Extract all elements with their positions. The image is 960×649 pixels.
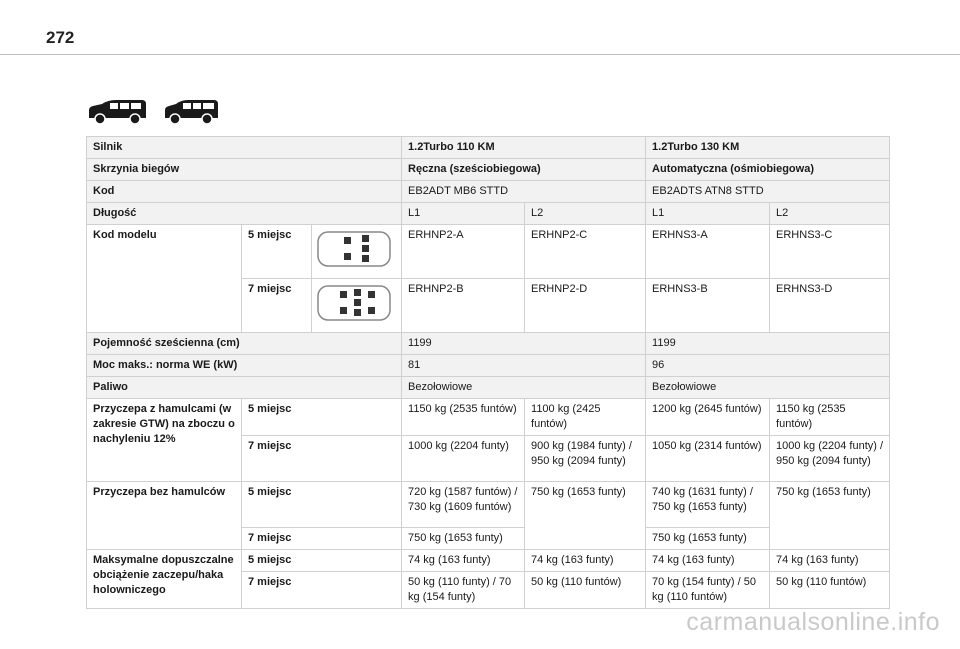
power-value-2: 96 (646, 355, 890, 377)
hitch-value: 50 kg (110 funtów) (770, 572, 890, 609)
seat-layout-5-cell (312, 225, 402, 279)
power-value-1: 81 (402, 355, 646, 377)
capacity-label: Pojemność sześcienna (cm) (87, 333, 402, 355)
model-code: ERHNS3-B (646, 279, 770, 333)
engine-label: Silnik (87, 137, 402, 159)
seat-layout-7-cell (312, 279, 402, 333)
braked-value: 1150 kg (2535 funtów) (770, 399, 890, 436)
model-code: ERHNP2-C (525, 225, 646, 279)
seats-7-label: 7 miejsc (242, 436, 402, 482)
braked-value: 1200 kg (2645 funtów) (646, 399, 770, 436)
engine-row (87, 137, 890, 159)
page-number: 272 (46, 28, 75, 47)
seats-5-label: 5 miejsc (242, 550, 402, 572)
seats-7-label: 7 miejsc (242, 528, 402, 550)
capacity-value-2: 1199 (646, 333, 890, 355)
watermark: carmanualsonline.info (686, 608, 940, 636)
specifications-table (86, 136, 890, 609)
length-value: L2 (525, 203, 646, 225)
code-value-1: EB2ADT MB6 STTD (402, 181, 646, 203)
seats-7-label: 7 miejsc (242, 279, 312, 333)
model-code: ERHNP2-D (525, 279, 646, 333)
unbraked-value: 750 kg (1653 funty) (646, 528, 770, 550)
unbraked-value: 720 kg (1587 funtów) / 730 kg (1609 funtów) (402, 482, 525, 528)
hitch-value: 70 kg (154 funty) / 50 kg (110 funtów) (646, 572, 770, 609)
gearbox-label: Skrzynia biegów (87, 159, 402, 181)
braked-value: 900 kg (1984 funty) / 950 kg (2094 funty) (525, 436, 646, 482)
hitch-value: 74 kg (163 funty) (646, 550, 770, 572)
braked-trailer-label: Przyczepa z hamulcami (w zakresie GTW) na zboczu o nachyleniu 12% (87, 399, 242, 482)
capacity-row (87, 333, 890, 355)
model-code-label: Kod modelu (87, 225, 242, 333)
braked-value: 1000 kg (2204 funty) (402, 436, 525, 482)
power-row (87, 355, 890, 377)
code-row (87, 181, 890, 203)
seats-5-label: 5 miejsc (242, 225, 312, 279)
seats-7-label: 7 miejsc (242, 572, 402, 609)
fuel-value-1: Bezołowiowe (402, 377, 646, 399)
seats-5-label: 5 miejsc (242, 399, 402, 436)
braked-value: 1000 kg (2204 funty) / 950 kg (2094 funty) (770, 436, 890, 482)
gearbox-value-2: Automatyczna (ośmiobiegowa) (646, 159, 890, 181)
fuel-value-2: Bezołowiowe (646, 377, 890, 399)
hitch-value: 50 kg (110 funtów) (525, 572, 646, 609)
capacity-value-1: 1199 (402, 333, 646, 355)
hitch-value: 74 kg (163 funty) (770, 550, 890, 572)
model-code: ERHNP2-B (402, 279, 525, 333)
seat-layout-7-icon (316, 283, 396, 323)
hitch-value: 74 kg (163 funty) (402, 550, 525, 572)
unbraked-row-5 (87, 482, 890, 528)
van-long-icon (162, 98, 220, 126)
unbraked-value: 750 kg (1653 funty) (525, 482, 646, 550)
unbraked-value: 740 kg (1631 funty) / 750 kg (1653 funty) (646, 482, 770, 528)
header-divider (0, 54, 960, 55)
seat-layout-5-icon (316, 229, 396, 269)
fuel-row (87, 377, 890, 399)
hitch-row-5 (87, 550, 890, 572)
hitch-value: 74 kg (163 funty) (525, 550, 646, 572)
length-value: L2 (770, 203, 890, 225)
seats-5-label: 5 miejsc (242, 482, 402, 528)
braked-value: 1100 kg (2425 funtów) (525, 399, 646, 436)
braked-value: 1150 kg (2535 funtów) (402, 399, 525, 436)
model-code: ERHNS3-D (770, 279, 890, 333)
van-short-icon (86, 98, 148, 126)
engine-value-2: 1.2Turbo 130 KM (646, 137, 890, 159)
unbraked-trailer-label: Przyczepa bez hamulców (87, 482, 242, 550)
fuel-label: Paliwo (87, 377, 402, 399)
length-row (87, 203, 890, 225)
braked-value: 1050 kg (2314 funtów) (646, 436, 770, 482)
model-code-row-5 (87, 225, 890, 279)
code-label: Kod (87, 181, 402, 203)
unbraked-value: 750 kg (1653 funty) (770, 482, 890, 550)
hitch-value: 50 kg (110 funty) / 70 kg (154 funty) (402, 572, 525, 609)
length-value: L1 (402, 203, 525, 225)
gearbox-value-1: Ręczna (sześciobiegowa) (402, 159, 646, 181)
gearbox-row (87, 159, 890, 181)
hitch-load-label: Maksymalne dopuszczalne obciążenie zaczepu/haka holowniczego (87, 550, 242, 609)
model-code: ERHNS3-C (770, 225, 890, 279)
vehicle-icons (86, 98, 220, 126)
model-code: ERHNS3-A (646, 225, 770, 279)
engine-value-1: 1.2Turbo 110 KM (402, 137, 646, 159)
length-value: L1 (646, 203, 770, 225)
length-label: Długość (87, 203, 402, 225)
braked-row-5 (87, 399, 890, 436)
model-code: ERHNP2-A (402, 225, 525, 279)
power-label: Moc maks.: norma WE (kW) (87, 355, 402, 377)
unbraked-value: 750 kg (1653 funty) (402, 528, 525, 550)
code-value-2: EB2ADTS ATN8 STTD (646, 181, 890, 203)
